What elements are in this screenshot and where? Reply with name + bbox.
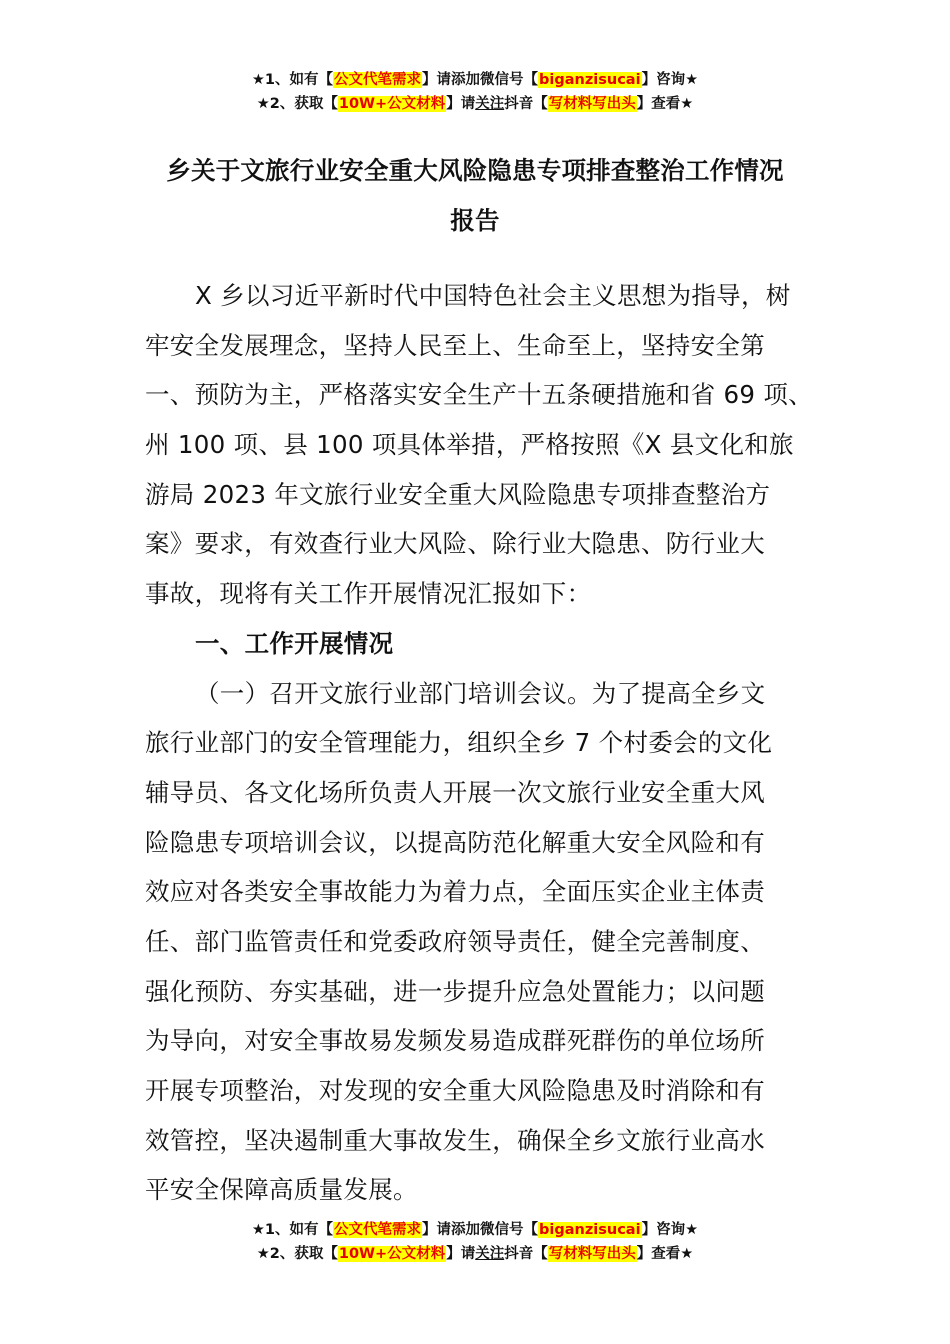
banner-line-2 (0, 92, 950, 116)
banner-text: 】请添加微信号【 (422, 72, 539, 88)
banner-text: 】请添加微信号【 (422, 1222, 539, 1238)
paragraph-line: 事故，现将有关工作开展情况汇报如下： (145, 579, 592, 609)
banner-highlight-douyin: 写材料写出头 (548, 1246, 636, 1262)
paragraph-line: 一、预防为主，严格落实安全生产十五条硬措施和省 69 项、 (145, 380, 813, 410)
paragraph-line: X 乡以习近平新时代中国特色社会主义思想为指导，树 (195, 281, 791, 310)
banner-text: ★2、获取【 (256, 1246, 338, 1262)
section-heading: 一、工作开展情况 (195, 628, 394, 658)
paragraph-line: 强化预防、夯实基础，进一步提升应急处置能力；以问题 (145, 976, 765, 1006)
paragraph-line: 开展专项整治，对发现的安全重大风险隐患及时消除和有 (145, 1076, 765, 1105)
paragraph-line: 险隐患专项培训会议，以提高防范化解重大安全风险和有 (145, 827, 765, 857)
paragraph-line: 为导向，对安全事故易发频发易造成群死群伤的单位场所 (145, 1026, 765, 1056)
paragraph-line: 牢安全发展理念，坚持人民至上、生命至上，坚持安全第 (145, 330, 765, 360)
paragraph-line: 辅导员、各文化场所负责人开展一次文旅行业安全重大风 (145, 777, 765, 807)
header-banner (0, 68, 950, 116)
title-line-2: 报告 (450, 206, 500, 235)
paragraph-line: 旅行业部门的安全管理能力，组织全乡 7 个村委会的文化 (145, 728, 773, 758)
paragraph-line: （一）召开文旅行业部门培训会议。为了提高全乡文 (195, 678, 766, 708)
banner-text: 】咨询★ (641, 72, 699, 88)
banner-text: 】查看★ (636, 1246, 694, 1262)
banner-highlight-douyin: 写材料写出头 (548, 96, 636, 112)
banner-text: ★1、如有【 (251, 72, 334, 88)
banner-line-2 (0, 1242, 950, 1266)
banner-highlight: 公文代笔需求 (334, 72, 422, 88)
title-line-1: 乡关于文旅行业安全重大风险隐患专项排查整治工作情况 (166, 156, 784, 185)
banner-text: 】咨询★ (641, 1222, 699, 1238)
document-title (145, 146, 805, 246)
banner-text: 】请 (446, 1246, 476, 1262)
banner-highlight: 公文代笔需求 (334, 1222, 422, 1238)
banner-text: 】查看★ (636, 96, 694, 112)
banner-highlight: 10W+公文材料 (338, 96, 446, 112)
banner-highlight-wechat: biganzisucai (539, 72, 641, 88)
banner-line-1 (0, 68, 950, 92)
paragraph-line: 任、部门监管责任和党委政府领导责任，健全完善制度、 (145, 926, 765, 956)
paragraph-line: 效管控，坚决遏制重大事故发生，确保全乡文旅行业高水 (145, 1125, 765, 1155)
banner-text: 抖音【 (504, 1246, 548, 1262)
banner-text: ★1、如有【 (251, 1222, 334, 1238)
banner-text: ★2、获取【 (256, 96, 338, 112)
paragraph-line: 州 100 项、县 100 项具体举措，严格按照《X 县文化和旅 (145, 430, 794, 460)
banner-line-1 (0, 1218, 950, 1242)
paragraph-line: 效应对各类安全事故能力为着力点，全面压实企业主体责 (145, 877, 765, 907)
footer-banner (0, 1218, 950, 1266)
banner-highlight-wechat: biganzisucai (539, 1222, 641, 1238)
banner-underline: 关注 (475, 1246, 505, 1262)
banner-text: 】请 (446, 96, 476, 112)
paragraph-line: 游局 2023 年文旅行业安全重大风险隐患专项排查整治方 (145, 479, 771, 509)
banner-underline: 关注 (475, 96, 505, 112)
banner-highlight: 10W+公文材料 (338, 1246, 446, 1262)
paragraph-line: 平安全保障高质量发展。 (145, 1175, 418, 1205)
banner-text: 抖音【 (504, 96, 548, 112)
paragraph-line: 案》要求，有效查行业大风险、除行业大隐患、防行业大 (145, 529, 765, 559)
document-body (145, 271, 813, 1215)
